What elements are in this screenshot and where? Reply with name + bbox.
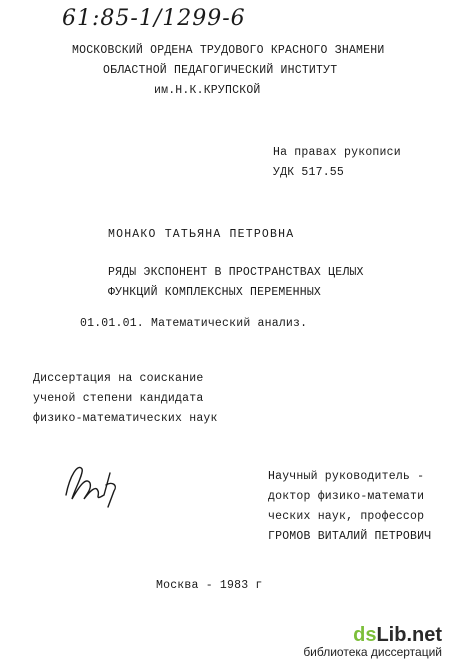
place-and-year: Москва - 1983 г <box>156 579 263 592</box>
dslib-logo <box>303 625 442 645</box>
thesis-title-line-2: ФУНКЦИЙ КОМПЛЕКСНЫХ ПЕРЕМЕННЫХ <box>108 286 322 299</box>
specialty-code: 01.01.01. Математический анализ. <box>80 317 308 330</box>
thesis-title-line-1: РЯДЫ ЭКСПОНЕНТ В ПРОСТРАНСТВАХ ЦЕЛЫХ <box>108 266 364 279</box>
institution-line-1: МОСКОВСКИЙ ОРДЕНА ТРУДОВОГО КРАСНОГО ЗНАМЕНИ <box>72 44 385 57</box>
institution-line-3: им.Н.К.КРУПСКОЙ <box>154 84 261 97</box>
degree-line-1: Диссертация на соискание <box>33 372 204 385</box>
institution-line-2: ОБЛАСТНОЙ ПЕДАГОГИЧЕСКИЙ ИНСТИТУТ <box>103 64 338 77</box>
rights-reserved: На правах рукописи <box>273 146 401 159</box>
author-name: МОНАКО ТАТЬЯНА ПЕТРОВНА <box>108 228 295 241</box>
author-signature <box>60 455 122 511</box>
supervisor-line-2: доктор физико-математи <box>268 490 425 503</box>
logo-suffix: Lib.net <box>376 624 442 646</box>
archive-number-handwritten: 61:85-1/1299-6 <box>62 6 246 31</box>
degree-line-3: физико-математических наук <box>33 412 218 425</box>
degree-line-2: ученой степени кандидата <box>33 392 204 405</box>
supervisor-line-1: Научный руководитель - <box>268 470 425 483</box>
udc-code: УДК 517.55 <box>273 166 345 179</box>
logo-prefix: ds <box>353 624 377 646</box>
supervisor-line-3: ческих наук, профессор <box>268 510 425 523</box>
dslib-watermark <box>303 625 442 659</box>
supervisor-name: ГРОМОВ ВИТАЛИЙ ПЕТРОВИЧ <box>268 530 432 543</box>
watermark-caption: библиотека диссертаций <box>303 645 442 659</box>
